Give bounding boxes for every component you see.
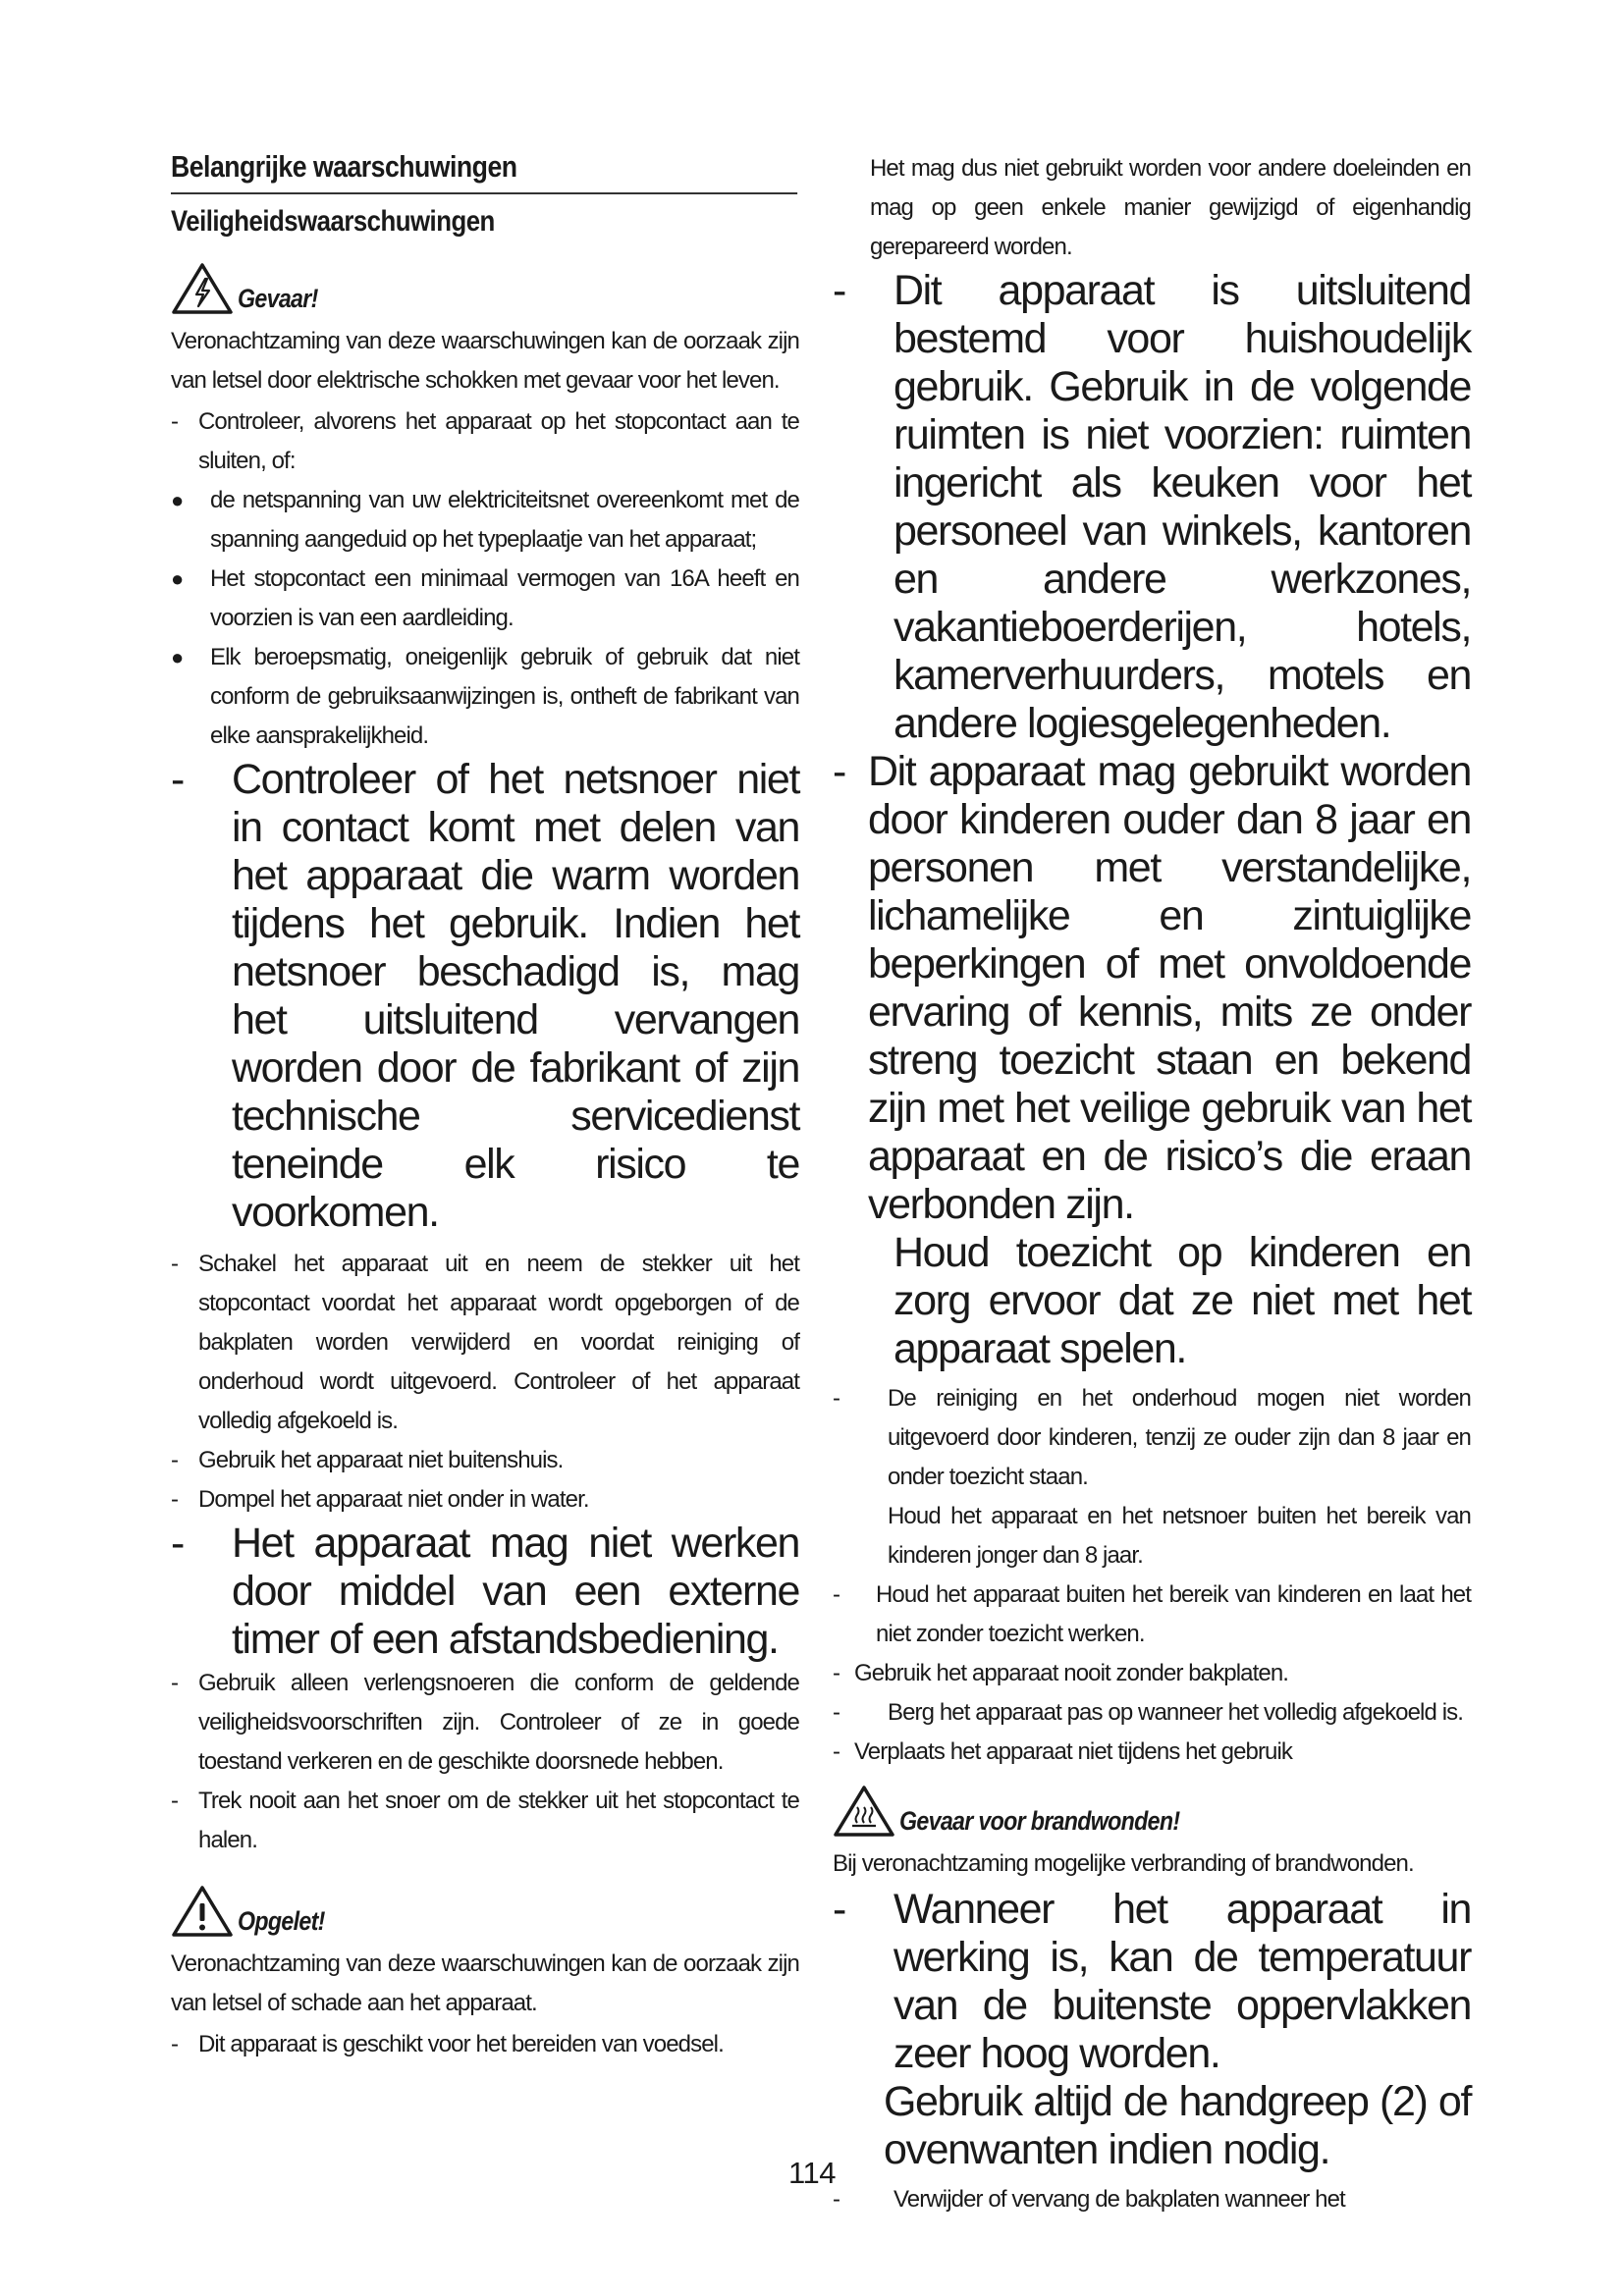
burn-handle: Gebruik altijd de handgreep (2) of ovenwanten indien nodig. [884,2078,1471,2173]
caution-household: Dit apparaat is uitsluitend bestemd voor huishoudelijk gebruik. Gebruik in de volgende ruimten is niet voorzien: ruimten ingericht als keuken voor het personeel van winkels, kantoren en andere werkzones, vakantieboerderijen, hotels, kamerverhuurders, motels en andere logiesgelegenheden. [893,267,1471,747]
dash-marker: - [833,267,845,314]
dash-marker: - [833,1738,840,1765]
dash-marker: - [833,1660,840,1686]
caution-plates: Gebruik het apparaat nooit zonder bakplaten. [854,1660,1289,1686]
caution-food: Dit apparaat is geschikt voor het bereiden van voedsel. [198,2031,724,2057]
danger-water: Dompel het apparaat niet onder in water. [198,1486,589,1513]
list-item [171,560,799,638]
dash-marker: - [171,756,184,803]
right-column [833,149,1471,2219]
dash-marker: - [833,2186,840,2213]
caution-children: Dit apparaat mag gebruikt worden door kinderen ouder dan 8 jaar en personen met verstandelijke, lichamelijke en zintuiglijke beperkingen of met onvoldoende ervaring of kennis, mits ze onder streng toezicht staan en bekend zijn met het veilige gebruik van het apparaat en de risico’s die eraan verbonden zijn. [868,748,1471,1228]
hot-surface-icon [833,1784,895,1839]
danger-outdoors: Gebruik het apparaat niet buitenshuis. [198,1447,564,1473]
danger-bullet-1: de netspanning van uw elektriciteitsnet overeenkomt met de spanning aangeduid op het typeplaatje van het apparaat; [210,487,799,553]
section-title: Veiligheidswaarschuwingen [171,205,495,238]
caution-store: Berg het apparaat pas op wanneer het volledig afgekoeld is. [888,1699,1464,1726]
bullet-marker: ● [171,566,184,591]
list-item [171,1664,799,1782]
caution-cleaning: De reiniging en het onderhoud mogen niet worden uitgevoerd door kinderen, tenzij ze ouder zijn dan 8 jaar en onder toezicht staan. [888,1385,1471,1490]
list-item [171,481,799,560]
list-item [833,267,1471,748]
caution-reach: Houd het apparaat buiten het bereik van kinderen en laat het niet zonder toezicht werken. [876,1581,1471,1647]
danger-heading [171,259,799,316]
dash-marker: - [171,1670,179,1696]
list-item [833,1575,1471,1654]
caution-title: Opgelet! [238,1906,325,1936]
caution-intro: Veronachtzaming van deze waarschuwingen kan de oorzaak zijn van letsel of schade aan het apparaat. [171,1950,799,2016]
caution-reach-cord: Houd het apparaat en het netsnoer buiten het bereik van kinderen jonger dan 8 jaar. [888,1503,1471,1569]
danger-timer: Het apparaat mag niet werken door middel van een externe timer of een afstandsbediening. [232,1520,799,1663]
dash-marker: - [171,1520,184,1567]
bullet-marker: ● [171,488,184,512]
list-item [171,2025,799,2064]
dash-marker: - [833,1886,845,1933]
left-column [171,147,799,2064]
list-item [171,1782,799,1860]
list-item [171,1480,799,1520]
list-item [171,1441,799,1480]
page-number: 114 [788,2156,836,2190]
danger-cord: Controleer of het netsnoer niet in contact komt met delen van het apparaat die warm worden tijdens het gebruik. Indien het netsnoer beschadigd is, mag het uitsluitend vervangen worden door de fabrikant of zijn technische servicedienst teneinde elk risico te voorkomen. [232,756,799,1236]
danger-bullet-3: Elk beroepsmatig, oneigenlijk gebruik of gebruik dat niet conform de gebruiksaanwijzingen is, ontheft de fabrikant van elke aansprakelijkheid. [210,644,799,749]
dash-marker: - [171,1251,179,1277]
caution-heading [171,1882,799,1939]
electric-hazard-icon [171,261,234,316]
dash-marker: - [171,1447,179,1473]
caution-supervise: Houd toezicht op kinderen en zorg ervoor dat ze niet met het apparaat spelen. [893,1229,1471,1372]
danger-extension: Gebruik alleen verlengsnoeren die conform de geldende veiligheidsvoorschriften zijn. Controleer of ze in goede toestand verkeren en de geschikte doorsnede hebben. [198,1670,799,1775]
list-item [171,1520,799,1664]
burn-intro: Bij veronachtzaming mogelijke verbranding of brandwonden. [833,1850,1414,1877]
caution-icon [171,1884,234,1939]
caution-move: Verplaats het apparaat niet tijdens het gebruik [854,1738,1293,1765]
list-item [171,638,799,756]
dash-marker: - [833,1699,840,1726]
list-item [833,1654,1471,1693]
list-item [171,1245,799,1441]
list-item [833,1379,1471,1497]
burn-heading [833,1782,1471,1839]
dash-marker: - [833,1581,840,1608]
bullet-marker: ● [171,645,184,669]
list-item [171,756,799,1237]
list-item [833,748,1471,1229]
list-item [833,1886,1471,2078]
dash-marker: - [833,748,845,795]
danger-pull: Trek nooit aan het snoer om de stekker uit het stopcontact te halen. [198,1788,799,1853]
page-title: Belangrijke waarschuwingen [171,147,797,194]
dash-marker: - [171,1788,179,1814]
danger-check: Controleer, alvorens het apparaat op het stopcontact aan te sluiten, of: [198,408,799,474]
dash-marker: - [171,1486,179,1513]
list-item [833,1693,1471,1733]
dash-marker: - [833,1385,840,1412]
danger-intro: Veronachtzaming van deze waarschuwingen kan de oorzaak zijn van letsel door elektrische schokken met gevaar voor het leven. [171,328,799,394]
dash-marker: - [171,408,179,435]
dash-marker: - [171,2031,179,2057]
danger-title: Gevaar! [238,284,318,313]
caution-food-continued: Het mag dus niet gebruikt worden voor andere doeleinden en mag op geen enkele manier gewijzigd of eigenhandig gerepareerd worden. [870,155,1471,260]
danger-bullet-2: Het stopcontact een minimaal vermogen van 16A heeft en voorzien is van een aardleiding. [210,565,799,631]
burn-surfaces: Wanneer het apparaat in werking is, kan de temperatuur van de buitenste oppervlakken zeer hoog worden. [893,1886,1471,2077]
burn-title: Gevaar voor brandwonden! [899,1806,1180,1836]
list-item [833,1733,1471,1772]
danger-unplug: Schakel het apparaat uit en neem de stekker uit het stopcontact voordat het apparaat wordt opgeborgen of de bakplaten worden verwijderd en voordat reiniging of onderhoud wordt uitgevoerd. Controleer of het apparaat volledig afgekoeld is. [198,1251,799,1434]
burn-replace: Verwijder of vervang de bakplaten wanneer het [893,2186,1345,2213]
list-item [171,402,799,481]
